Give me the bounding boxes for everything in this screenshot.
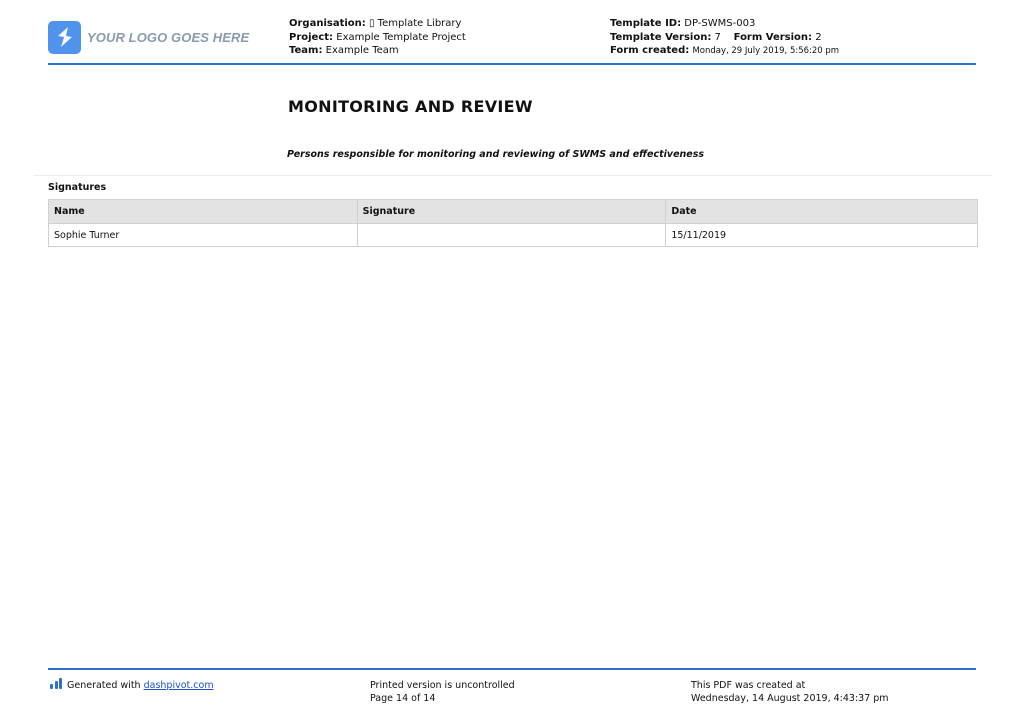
header-divider [48, 63, 976, 65]
header-project-info [289, 17, 466, 58]
footer-print-info [370, 679, 515, 705]
version-line: Template Version: 7 Form Version: 2 [610, 31, 822, 43]
footer-pdf-info [691, 679, 889, 705]
project-line: Project: Example Template Project [289, 31, 466, 43]
signatures-table [48, 199, 978, 247]
cell-date: 15/11/2019 [666, 224, 978, 247]
pdf-created-value: Wednesday, 14 August 2019, 4:43:37 pm [691, 693, 889, 704]
page-number: Page 14 of 14 [370, 693, 436, 704]
team-line: Team: Example Team [289, 45, 399, 56]
table-header-row [49, 200, 978, 224]
company-logo [48, 19, 288, 55]
footer-generated: Generated with dashpivot.com [50, 679, 214, 692]
table-row [49, 224, 978, 247]
section-separator [34, 175, 992, 176]
dashpivot-link[interactable]: dashpivot.com [143, 680, 214, 691]
cell-signature [357, 224, 666, 247]
footer-divider [48, 668, 976, 670]
template-id-line: Template ID: DP-SWMS-003 [610, 18, 756, 29]
signatures-label: Signatures [48, 182, 107, 193]
form-created-line: Form created: Monday, 29 July 2019, 5:56:20 pm [610, 45, 840, 56]
column-header-signature: Signature [357, 200, 666, 224]
logo-text: YOUR LOGO GOES HERE [87, 29, 250, 45]
logo-mark-icon [48, 21, 81, 54]
column-header-name: Name [49, 200, 358, 224]
page-title: MONITORING AND REVIEW [288, 97, 533, 116]
printed-note: Printed version is uncontrolled [370, 680, 515, 691]
cell-name: Sophie Turner [49, 224, 358, 247]
column-header-date: Date [666, 200, 978, 224]
bar-chart-icon [50, 679, 62, 689]
organisation-line: Organisation: ▯ Template Library [289, 18, 462, 29]
pdf-created-label: This PDF was created at [691, 680, 806, 691]
header-template-info [610, 17, 839, 59]
section-subtitle: Persons responsible for monitoring and reviewing of SWMS and effectiveness [287, 149, 705, 160]
